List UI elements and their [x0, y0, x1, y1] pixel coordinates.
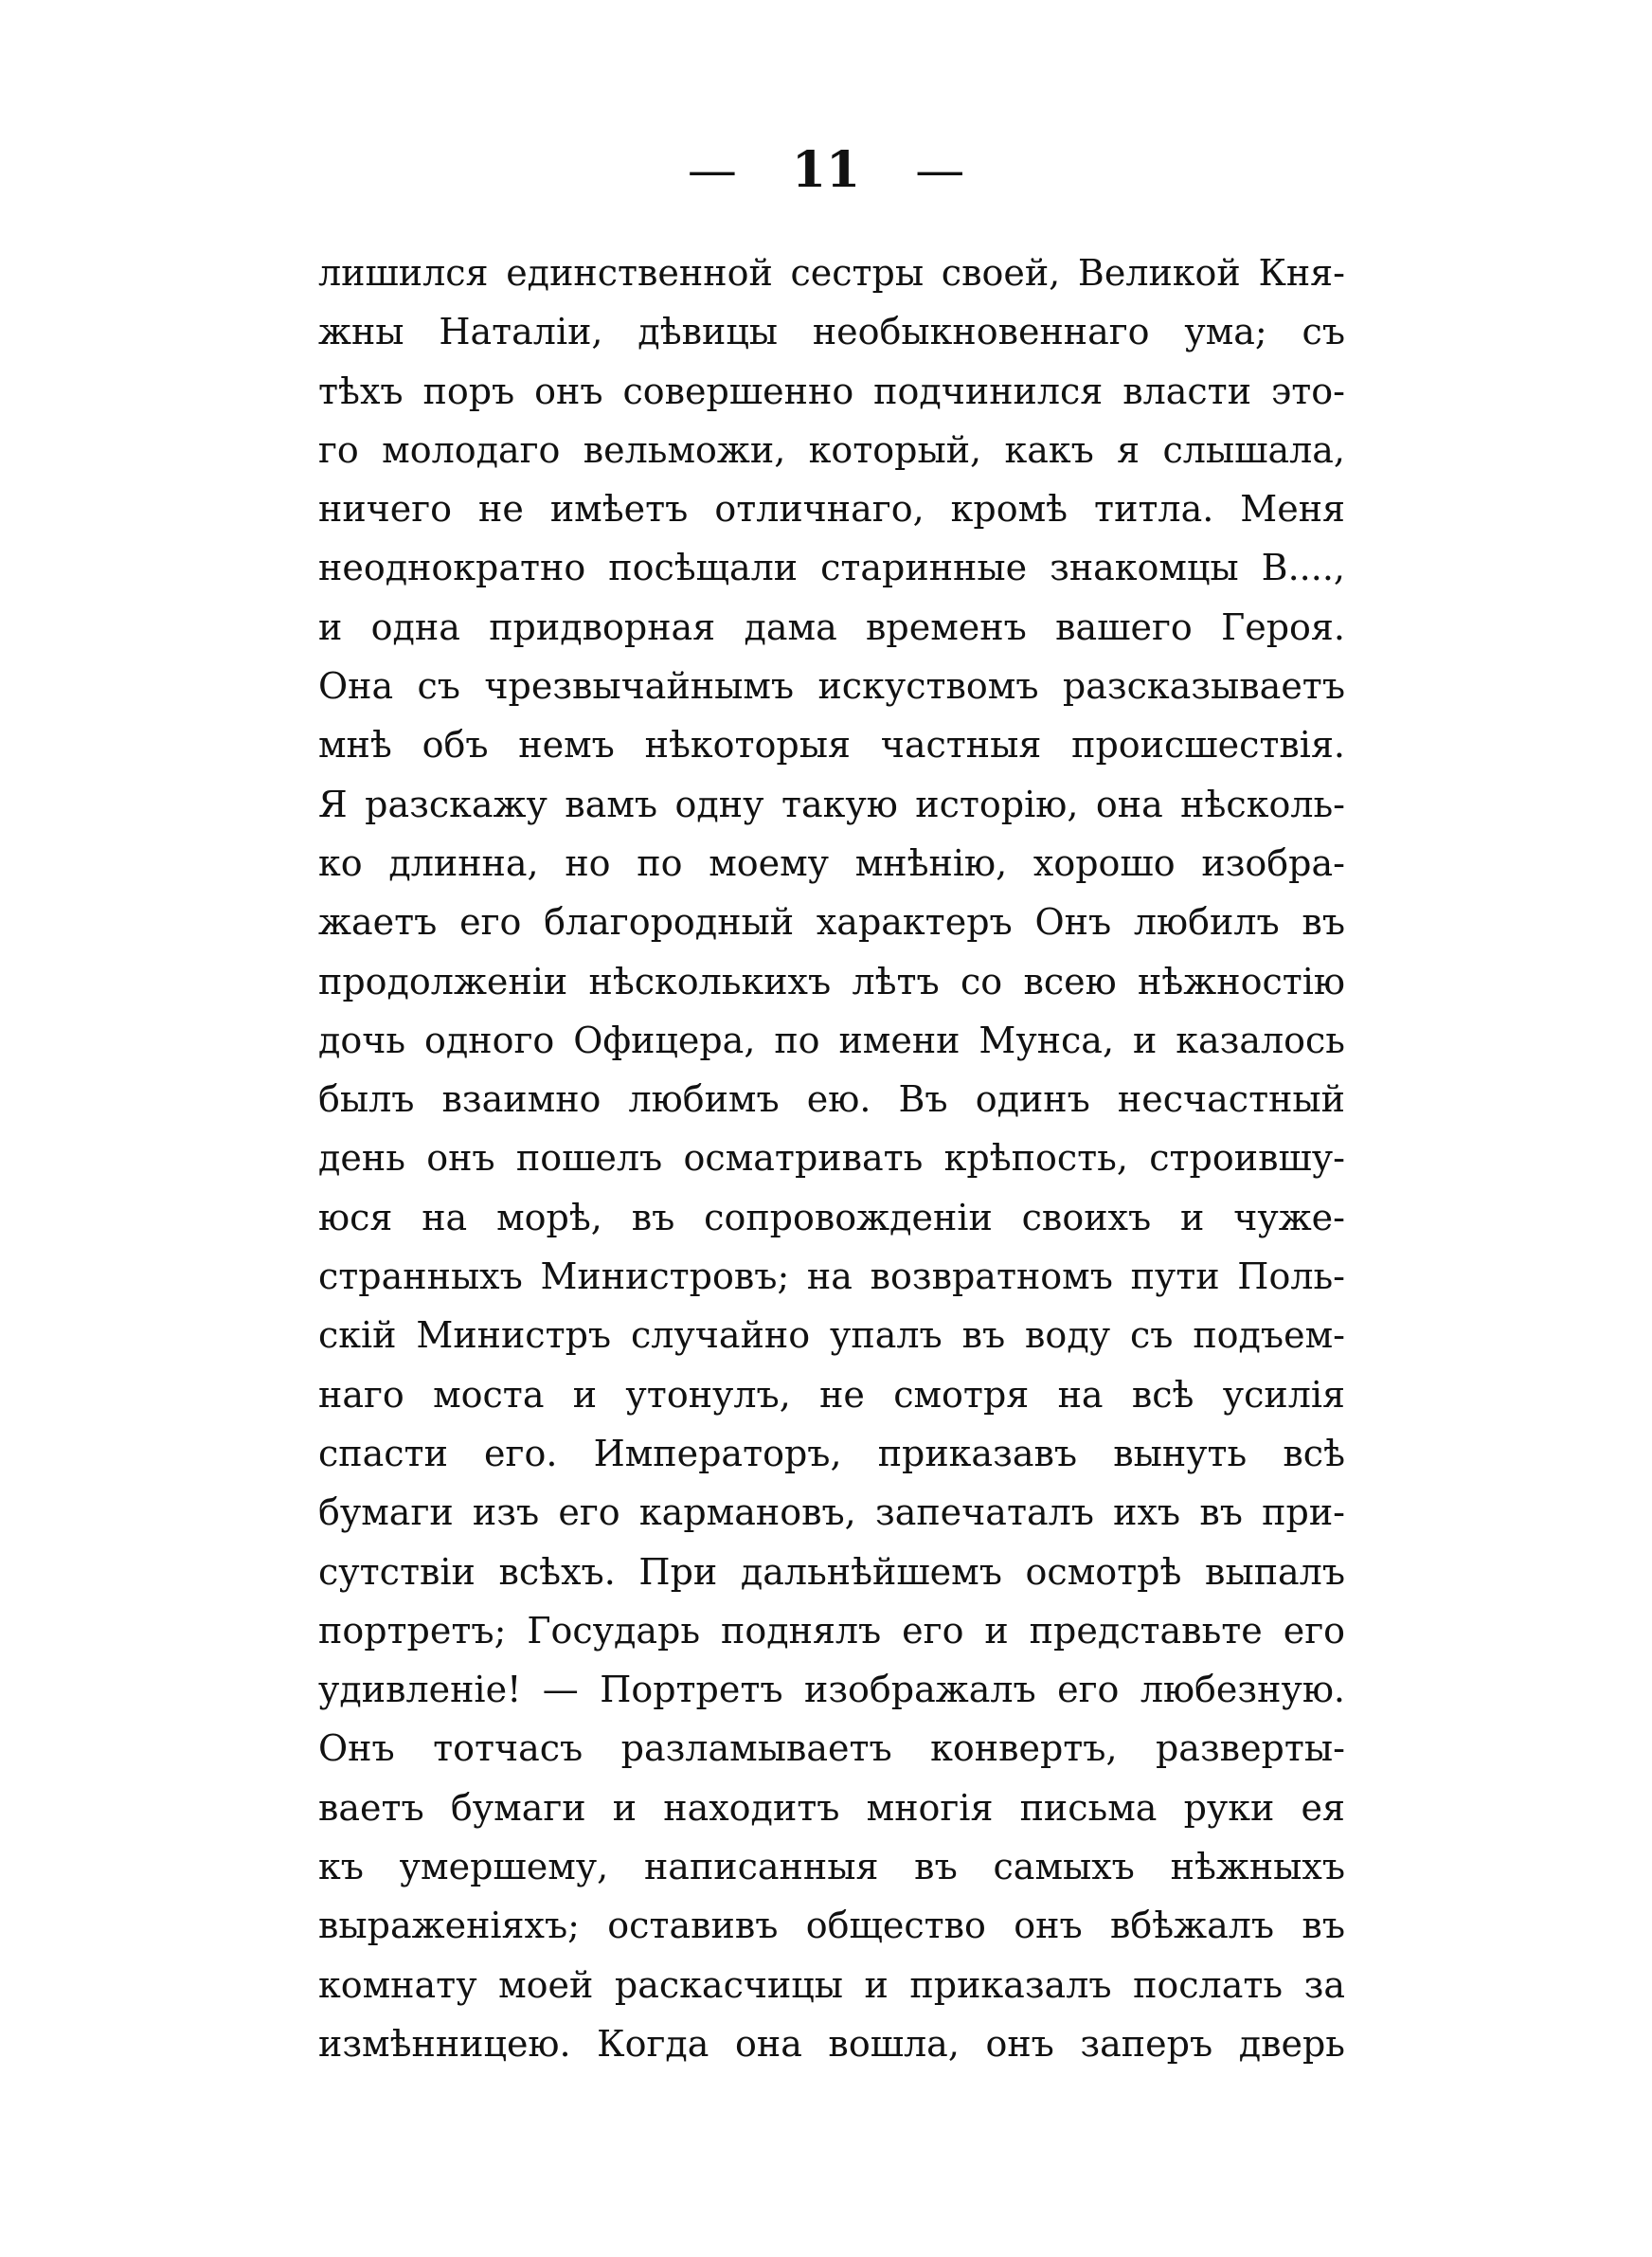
- text-line: продолженіи нѣсколькихъ лѣтъ со всею нѣжностію: [318, 960, 1345, 1002]
- text-line: Она съ чрезвычайнымъ искуствомъ разсказываетъ: [318, 665, 1345, 708]
- body-text: [318, 244, 1345, 2073]
- text-line: юся на морѣ, въ сопровожденіи своихъ и чуже-: [318, 1196, 1345, 1238]
- text-line: ко длинна, но по моему мнѣнію, хорошо изобра-: [318, 841, 1345, 884]
- text-line: выраженіяхъ; оставивъ общество онъ вбѣжалъ въ: [318, 1905, 1345, 1947]
- text-line: тѣхъ поръ онъ совершенно подчинился власти это-: [318, 370, 1345, 412]
- header-dash-right: —: [915, 142, 965, 199]
- text-line: былъ взаимно любимъ ею. Въ одинъ несчастный: [318, 1078, 1345, 1121]
- text-line: спасти его. Императоръ, приказавъ вынуть всѣ: [318, 1432, 1345, 1474]
- text-line: сутствіи всѣхъ. При дальнѣйшемъ осмотрѣ выпалъ: [318, 1550, 1345, 1593]
- text-line: и одна придворная дама временъ вашего Героя.: [318, 605, 1345, 648]
- page-header: [0, 142, 1652, 199]
- text-line: измѣнницею. Когда она вошла, онъ заперъ дверь: [318, 2022, 1345, 2065]
- text-line: жны Наталіи, дѣвицы необыкновеннаго ума; съ: [318, 311, 1345, 353]
- text-line: го молодаго вельможи, который, какъ я слышала,: [318, 428, 1345, 471]
- text-line: странныхъ Министровъ; на возвратномъ пути Поль-: [318, 1255, 1345, 1298]
- text-line: ничего не имѣетъ отличнаго, кромѣ титла. Меня: [318, 488, 1345, 531]
- text-line: бумаги изъ его кармановъ, запечаталъ ихъ въ при-: [318, 1491, 1345, 1534]
- text-line: удивленіе! — Портретъ изображалъ его любезную.: [318, 1669, 1345, 1711]
- text-line: наго моста и утонулъ, не смотря на всѣ усилія: [318, 1373, 1345, 1416]
- text-line: жаетъ его благородный характеръ Онъ любилъ въ: [318, 901, 1345, 944]
- text-line: лишился единственной сестры своей, Великой Кня-: [318, 252, 1345, 294]
- header-dash-left: —: [687, 142, 737, 199]
- text-line: Я разскажу вамъ одну такую исторію, она нѣсколь-: [318, 783, 1345, 825]
- text-line: скій Министръ случайно упалъ въ воду съ подъем-: [318, 1314, 1345, 1357]
- text-line: мнѣ объ немъ нѣкоторыя частныя происшествія.: [318, 724, 1345, 767]
- text-line: Онъ тотчасъ разламываетъ конвертъ, разверты-: [318, 1727, 1345, 1770]
- text-line: комнату моей раскасчицы и приказалъ послать за: [318, 1963, 1345, 2006]
- text-line: портретъ; Государь поднялъ его и представьте его: [318, 1609, 1345, 1652]
- text-line: ваетъ бумаги и находитъ многія письма руки ея: [318, 1786, 1345, 1829]
- text-line: къ умершему, написанныя въ самыхъ нѣжныхъ: [318, 1846, 1345, 1888]
- text-line: дочь одного Офицера, по имени Мунса, и казалось: [318, 1019, 1345, 1061]
- page-number: 11: [791, 141, 861, 199]
- text-line: день онъ пошелъ осматривать крѣпость, строившу-: [318, 1137, 1345, 1180]
- text-line: неоднократно посѣщали старинные знакомцы В....,: [318, 547, 1345, 589]
